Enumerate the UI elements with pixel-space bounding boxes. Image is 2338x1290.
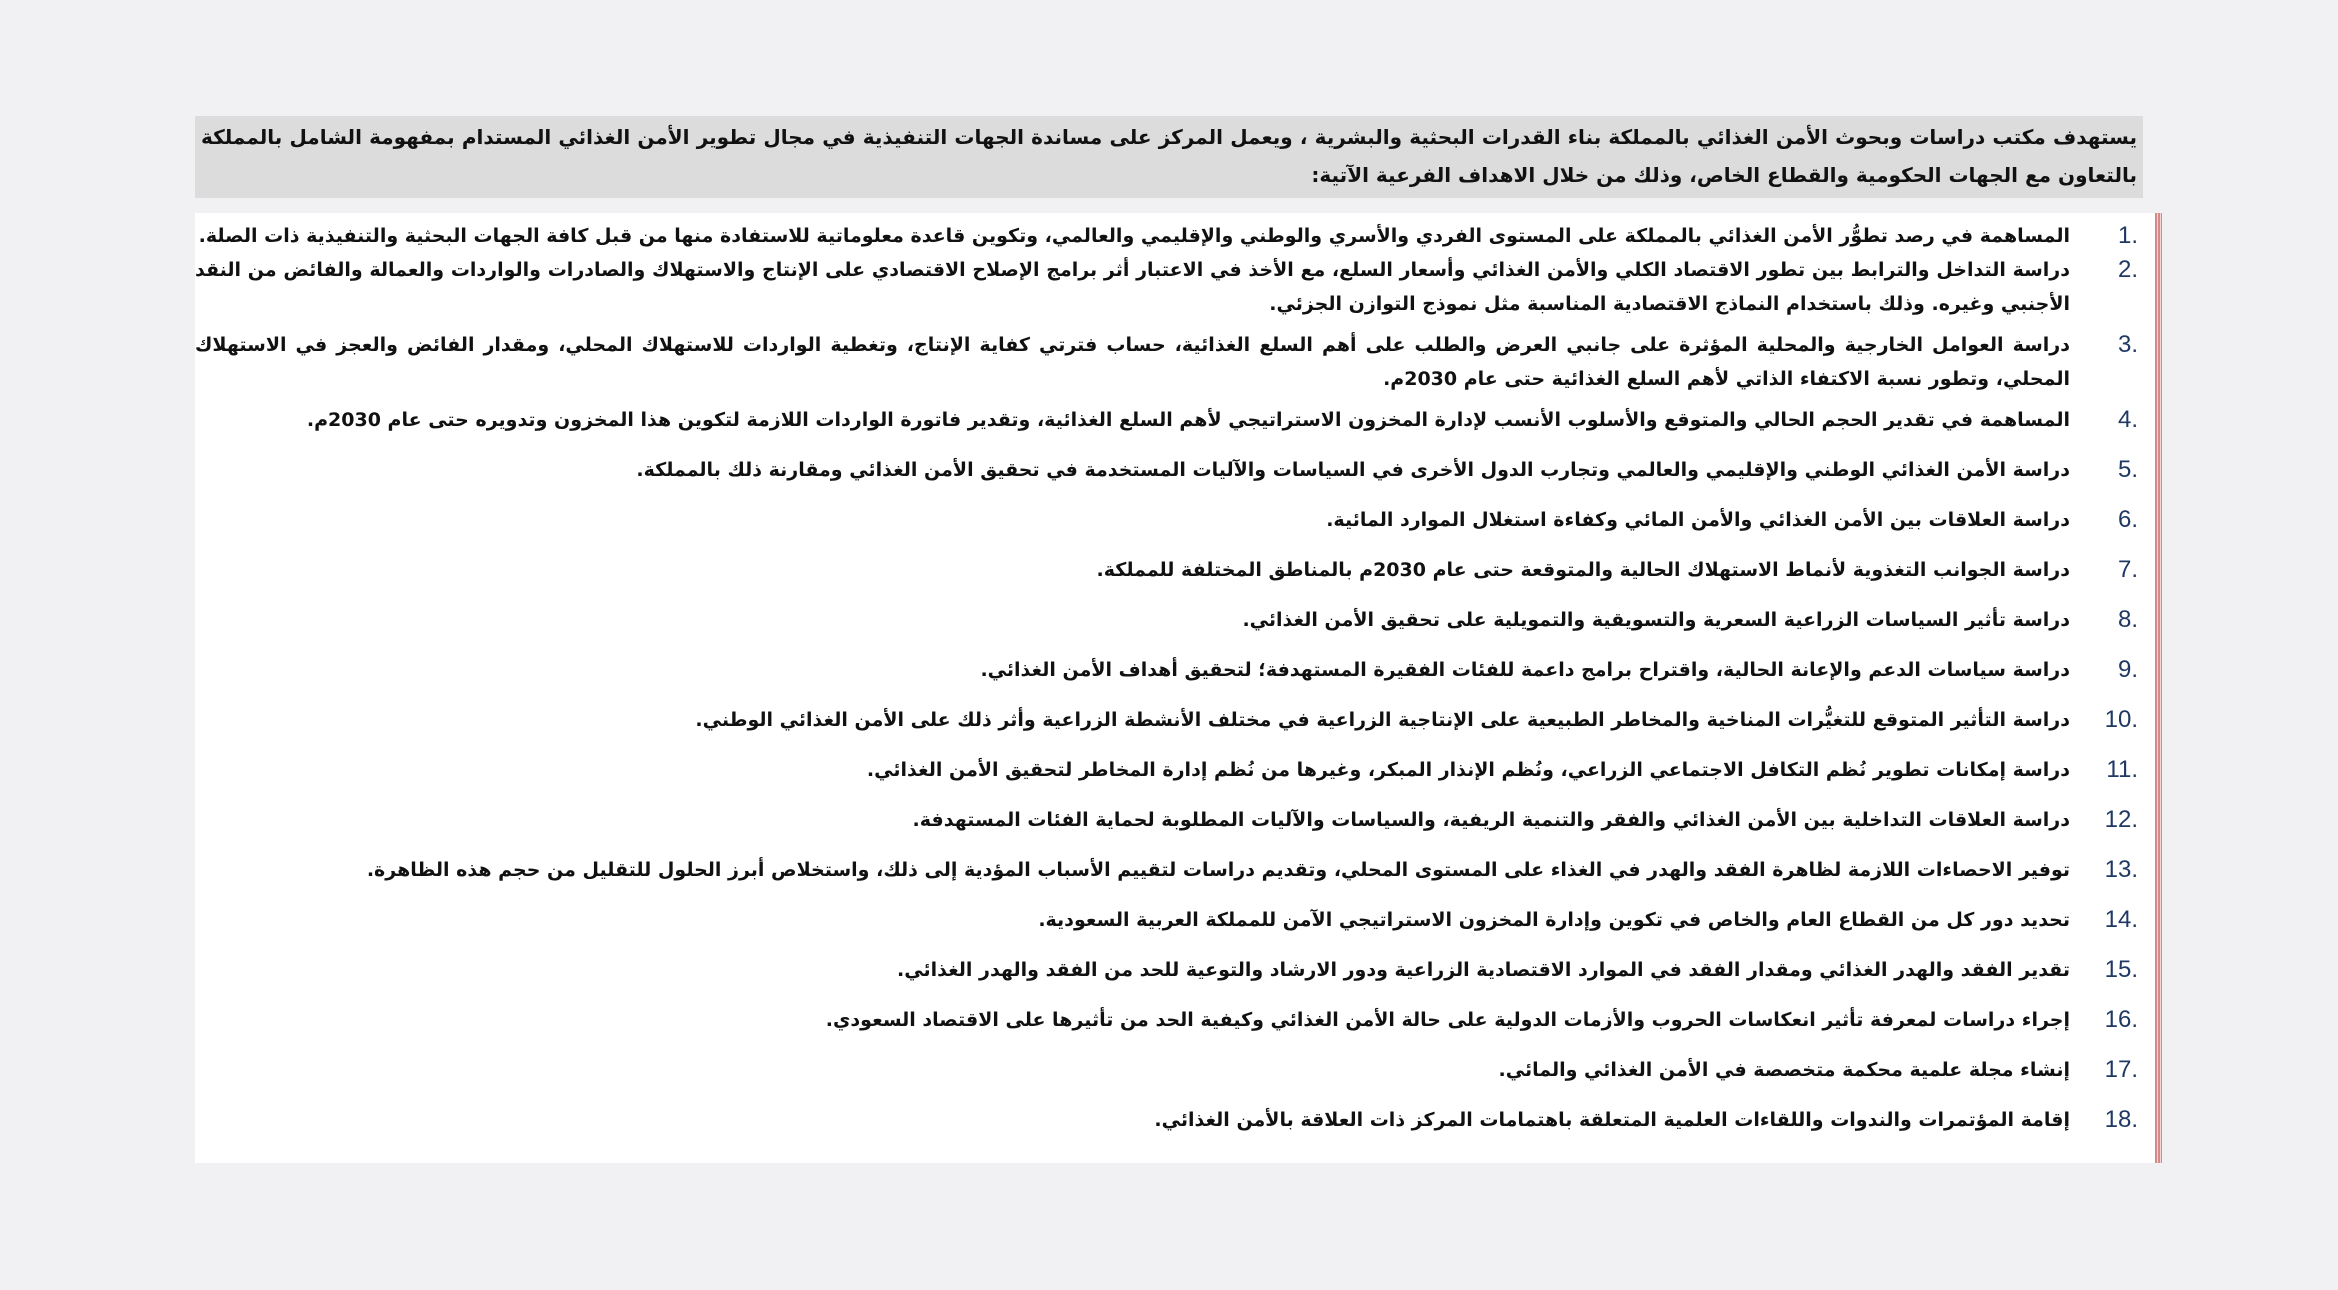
- item-text: دراسة التداخل والترابط بين تطور الاقتصاد الكلي والأمن الغذائي وأسعار السلع، مع الأخذ في الاعتبار أثر برامج الإصلاح الاقتصادي على الإنتاج والاستهلاك والصادرات والواردات والعمالة والفائض من النقد الأجنبي وغيره. وذلك باستخدام النماذج الاقتصادية المناسبة مثل نموذج التوازن الجزئي.: [195, 259, 2070, 315]
- item-text: تقدير الفقد والهدر الغذائي ومقدار الفقد في الموارد الاقتصادية الزراعية ودور الارشاد والتوعية للحد من الفقد والهدر الغذائي.: [897, 959, 2070, 981]
- item-text: دراسة تأثير السياسات الزراعية السعرية والتسويقية والتمويلية على تحقيق الأمن الغذائي.: [1242, 609, 2070, 631]
- item-number: 10.: [2104, 706, 2138, 733]
- list-item: [195, 903, 2142, 937]
- item-number: 16.: [2104, 1006, 2138, 1033]
- item-text: دراسة الأمن الغذائي الوطني والإقليمي والعالمي وتجارب الدول الأخرى في السياسات والآليات المستخدمة في تحقيق الأمن الغذائي ومقارنة ذلك بالمملكة.: [636, 459, 2070, 481]
- list-item: [195, 603, 2142, 637]
- item-number: 3.: [2117, 331, 2138, 358]
- list-item: [195, 1103, 2142, 1137]
- item-text: دراسة إمكانات تطوير نُظم التكافل الاجتماعي الزراعي، ونُظم الإنذار المبكر، وغيرها من نُظم إدارة المخاطر لتحقيق الأمن الغذائي.: [866, 759, 2070, 781]
- item-number: 1.: [2117, 222, 2138, 249]
- item-number: 6.: [2117, 506, 2138, 533]
- item-text: المساهمة في رصد تطوُّر الأمن الغذائي بالمملكة على المستوى الفردي والأسري والوطني والإقليمي والعالمي، وتكوين قاعدة معلوماتية للاستفادة منها من قبل كافة الجهات البحثية والتنفيذية ذات الصلة.: [198, 225, 2070, 247]
- item-number: 8.: [2117, 606, 2138, 633]
- item-number: 2.: [2117, 256, 2138, 283]
- item-text: دراسة الجوانب التغذوية لأنماط الاستهلاك الحالية والمتوقعة حتى عام 2030م بالمناطق المختلفة للمملكة.: [1096, 559, 2070, 581]
- item-text: دراسة سياسات الدعم والإعانة الحالية، واقتراح برامج داعمة للفئات الفقيرة المستهدفة؛ لتحقيق أهداف الأمن الغذائي.: [980, 659, 2070, 681]
- list-item: [195, 503, 2142, 537]
- item-number: 4.: [2117, 406, 2138, 433]
- objectives-list: [195, 213, 2162, 1163]
- list-item: [195, 328, 2142, 396]
- list-item: [195, 953, 2142, 987]
- item-text: المساهمة في تقدير الحجم الحالي والمتوقع والأسلوب الأنسب لإدارة المخزون الاستراتيجي لأهم السلع الغذائية، وتقدير فاتورة الواردات اللازمة لتكوين هذا المخزون وتدويره حتى عام 2030م.: [306, 409, 2070, 431]
- item-number: 5.: [2117, 456, 2138, 483]
- decorative-border-rule: [2155, 213, 2162, 1163]
- list-item: [195, 253, 2142, 321]
- item-text: دراسة العوامل الخارجية والمحلية المؤثرة على جانبي العرض والطلب على أهم السلع الغذائية، حساب فترتي كفاية الإنتاج، وتغطية الواردات للاستهلاك المحلي، ومقدار الفائض والعجز في الاستهلاك المحلي، وتطور نسبة الاكتفاء الذاتي لأهم السلع الغذائية حتى عام 2030م.: [195, 334, 2070, 390]
- list-item: [195, 703, 2142, 737]
- list-item: [195, 219, 2142, 253]
- item-text: دراسة العلاقات التداخلية بين الأمن الغذائي والفقر والتنمية الريفية، والسياسات والآليات المطلوبة لحماية الفئات المستهدفة.: [912, 809, 2070, 831]
- item-number: 12.: [2104, 806, 2138, 833]
- item-text: دراسة العلاقات بين الأمن الغذائي والأمن المائي وكفاءة استغلال الموارد المائية.: [1326, 509, 2070, 531]
- item-text: إنشاء مجلة علمية محكمة متخصصة في الأمن الغذائي والمائي.: [1498, 1059, 2070, 1081]
- list-item: [195, 403, 2142, 437]
- item-text: إقامة المؤتمرات والندوات واللقاءات العلمية المتعلقة باهتمامات المركز ذات العلاقة بالأمن الغذائي.: [1154, 1109, 2070, 1131]
- list-item: [195, 853, 2142, 887]
- item-number: 15.: [2104, 956, 2138, 983]
- list-item: [195, 453, 2142, 487]
- item-text: توفير الاحصاءات اللازمة لظاهرة الفقد والهدر في الغذاء على المستوى المحلي، وتقديم دراسات لتقييم الأسباب المؤدية إلى ذلك، واستخلاص أبرز الحلول للتقليل من حجم هذه الظاهرة.: [366, 859, 2070, 881]
- list-item: [195, 1003, 2142, 1037]
- item-number: 18.: [2104, 1106, 2138, 1133]
- list-item: [195, 653, 2142, 687]
- item-number: 7.: [2117, 556, 2138, 583]
- item-text: إجراء دراسات لمعرفة تأثير انعكاسات الحروب والأزمات الدولية على حالة الأمن الغذائي وكيفية الحد من تأثيرها على الاقتصاد السعودي.: [825, 1009, 2070, 1031]
- item-number: 11.: [2106, 756, 2138, 783]
- item-number: 13.: [2104, 856, 2138, 883]
- item-text: دراسة التأثير المتوقع للتغيُّرات المناخية والمخاطر الطبيعية على الإنتاجية الزراعية في مختلف الأنشطة الزراعية وأثر ذلك على الأمن الغذائي الوطني.: [695, 709, 2070, 731]
- list-item: [195, 803, 2142, 837]
- item-number: 9.: [2117, 656, 2138, 683]
- item-number: 17.: [2104, 1056, 2138, 1083]
- list-item: [195, 1053, 2142, 1087]
- list-item: [195, 553, 2142, 587]
- item-number: 14.: [2104, 906, 2138, 933]
- item-text: تحديد دور كل من القطاع العام والخاص في تكوين وإدارة المخزون الاستراتيجي الآمن للمملكة العربية السعودية.: [1038, 909, 2070, 931]
- list-item: [195, 753, 2142, 787]
- intro-paragraph: يستهدف مكتب دراسات وبحوث الأمن الغذائي بالمملكة بناء القدرات البحثية والبشرية ، ويعمل المركز على مساندة الجهات التنفيذية في مجال تطوير الأمن الغذائي المستدام بمفهومة الشامل بالمملكة بالتعاون مع الجهات الحكومية والقطاع الخاص، وذلك من خلال الاهداف الفرعية الآتية:: [195, 116, 2143, 198]
